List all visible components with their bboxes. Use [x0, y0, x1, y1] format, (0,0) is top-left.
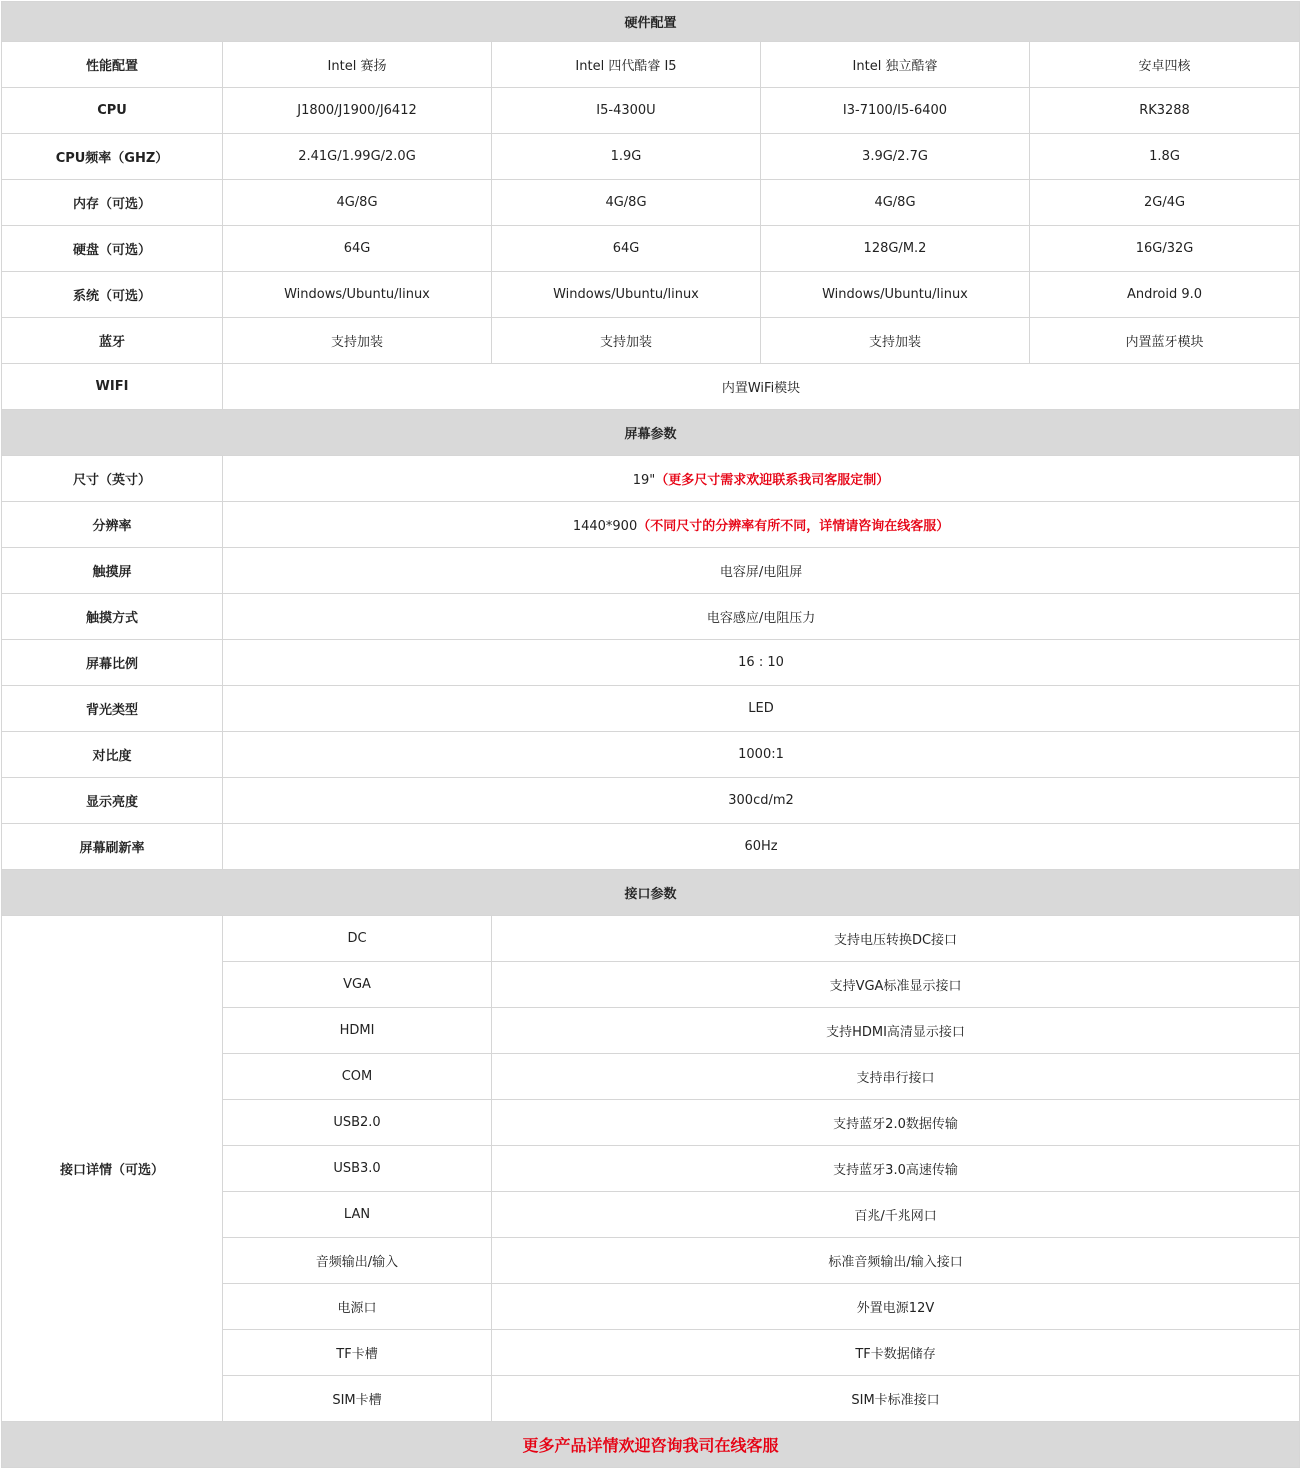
- interface-desc: 支持电压转换DC接口: [492, 916, 1300, 962]
- table-cell: 2G/4G: [1030, 180, 1300, 226]
- table-row: [2, 180, 1300, 226]
- table-cell: 1.8G: [1030, 134, 1300, 180]
- column-header-android: 安卓四核: [1030, 42, 1300, 88]
- perf-config-label: 性能配置: [2, 42, 223, 88]
- interface-desc: SIM卡标准接口: [492, 1376, 1300, 1422]
- size-value-cell: [223, 456, 1300, 502]
- table-cell: Windows/Ubuntu/linux: [761, 272, 1030, 318]
- table-cell: 2.41G/1.99G/2.0G: [223, 134, 492, 180]
- table-cell: 64G: [492, 226, 761, 272]
- table-row: [2, 686, 1300, 732]
- table-row: [2, 318, 1300, 364]
- column-header-core: Intel 独立酷睿: [761, 42, 1030, 88]
- interface-desc: 标准音频输出/输入接口: [492, 1238, 1300, 1284]
- row-label-bluetooth: 蓝牙: [2, 318, 223, 364]
- table-cell: 1000:1: [223, 732, 1300, 778]
- table-cell: I3-7100/I5-6400: [761, 88, 1030, 134]
- interface-name: COM: [223, 1054, 492, 1100]
- screen-section-header: 屏幕参数: [2, 410, 1300, 456]
- table-cell: 支持加装: [492, 318, 761, 364]
- table-cell: LED: [223, 686, 1300, 732]
- size-note: （更多尺寸需求欢迎联系我司客服定制）: [655, 473, 890, 488]
- table-cell: 电容感应/电阻压力: [223, 594, 1300, 640]
- table-cell: 3.9G/2.7G: [761, 134, 1030, 180]
- table-cell: 4G/8G: [492, 180, 761, 226]
- table-cell: Windows/Ubuntu/linux: [223, 272, 492, 318]
- interface-desc: 支持VGA标准显示接口: [492, 962, 1300, 1008]
- table-row: [2, 778, 1300, 824]
- table-row: [2, 226, 1300, 272]
- table-cell: 内置蓝牙模块: [1030, 318, 1300, 364]
- row-label-backlight: 背光类型: [2, 686, 223, 732]
- interface-name: HDMI: [223, 1008, 492, 1054]
- row-label-system: 系统（可选）: [2, 272, 223, 318]
- interface-name: SIM卡槽: [223, 1376, 492, 1422]
- footer-contact-banner: 更多产品详情欢迎咨询我司在线客服: [2, 1422, 1300, 1468]
- table-row: [2, 364, 1300, 410]
- table-row: [2, 456, 1300, 502]
- table-cell: 16G/32G: [1030, 226, 1300, 272]
- table-cell: Windows/Ubuntu/linux: [492, 272, 761, 318]
- size-value: 19": [632, 473, 656, 488]
- interface-name: TF卡槽: [223, 1330, 492, 1376]
- table-cell: RK3288: [1030, 88, 1300, 134]
- table-row: [2, 732, 1300, 778]
- interface-desc: 外置电源12V: [492, 1284, 1300, 1330]
- interface-desc: 百兆/千兆网口: [492, 1192, 1300, 1238]
- row-label-contrast: 对比度: [2, 732, 223, 778]
- row-label-touch-method: 触摸方式: [2, 594, 223, 640]
- interface-name: USB3.0: [223, 1146, 492, 1192]
- resolution-note: （不同尺寸的分辨率有所不同，详情请咨询在线客服）: [637, 519, 950, 534]
- table-cell: 300cd/m2: [223, 778, 1300, 824]
- wifi-value: 内置WiFi模块: [223, 364, 1300, 410]
- table-cell: 4G/8G: [761, 180, 1030, 226]
- row-label-touchscreen: 触摸屏: [2, 548, 223, 594]
- table-cell: 4G/8G: [223, 180, 492, 226]
- row-label-brightness: 显示亮度: [2, 778, 223, 824]
- interface-name: LAN: [223, 1192, 492, 1238]
- interface-name: USB2.0: [223, 1100, 492, 1146]
- table-row: [2, 594, 1300, 640]
- table-row: [2, 502, 1300, 548]
- column-header-celeron: Intel 赛扬: [223, 42, 492, 88]
- table-cell: 1.9G: [492, 134, 761, 180]
- row-label-size: 尺寸（英寸）: [2, 456, 223, 502]
- interface-desc: TF卡数据储存: [492, 1330, 1300, 1376]
- table-cell: 支持加装: [761, 318, 1030, 364]
- interface-desc: 支持串行接口: [492, 1054, 1300, 1100]
- table-cell: 支持加装: [223, 318, 492, 364]
- row-label-resolution: 分辨率: [2, 502, 223, 548]
- resolution-value-cell: [223, 502, 1300, 548]
- table-cell: Android 9.0: [1030, 272, 1300, 318]
- row-label-wifi: WIFI: [2, 364, 223, 410]
- interface-group-label: 接口详情（可选）: [2, 916, 223, 1422]
- row-label-cpu: CPU: [2, 88, 223, 134]
- table-row: [2, 272, 1300, 318]
- interface-name: DC: [223, 916, 492, 962]
- spec-table: [1, 1, 1300, 1468]
- table-cell: I5-4300U: [492, 88, 761, 134]
- interface-desc: 支持蓝牙2.0数据传输: [492, 1100, 1300, 1146]
- table-row: [2, 916, 1300, 962]
- interfaces-section-header: 接口参数: [2, 870, 1300, 916]
- resolution-value: 1440*900: [572, 519, 638, 534]
- interface-name: 音频输出/输入: [223, 1238, 492, 1284]
- table-cell: 60Hz: [223, 824, 1300, 870]
- table-row: [2, 640, 1300, 686]
- row-label-aspect-ratio: 屏幕比例: [2, 640, 223, 686]
- row-label-memory: 内存（可选）: [2, 180, 223, 226]
- table-row: [2, 88, 1300, 134]
- interface-name: VGA: [223, 962, 492, 1008]
- table-row: [2, 134, 1300, 180]
- table-cell: J1800/J1900/J6412: [223, 88, 492, 134]
- row-label-disk: 硬盘（可选）: [2, 226, 223, 272]
- interface-desc: 支持蓝牙3.0高速传输: [492, 1146, 1300, 1192]
- table-cell: 电容屏/电阻屏: [223, 548, 1300, 594]
- table-cell: 128G/M.2: [761, 226, 1030, 272]
- table-row: [2, 824, 1300, 870]
- table-cell: 16 : 10: [223, 640, 1300, 686]
- interface-desc: 支持HDMI高清显示接口: [492, 1008, 1300, 1054]
- table-cell: 64G: [223, 226, 492, 272]
- row-label-refresh-rate: 屏幕刷新率: [2, 824, 223, 870]
- interface-name: 电源口: [223, 1284, 492, 1330]
- table-row: [2, 548, 1300, 594]
- row-label-cpu-freq: CPU频率（GHZ）: [2, 134, 223, 180]
- column-header-i5: Intel 四代酷睿 I5: [492, 42, 761, 88]
- hardware-section-header: 硬件配置: [2, 2, 1300, 42]
